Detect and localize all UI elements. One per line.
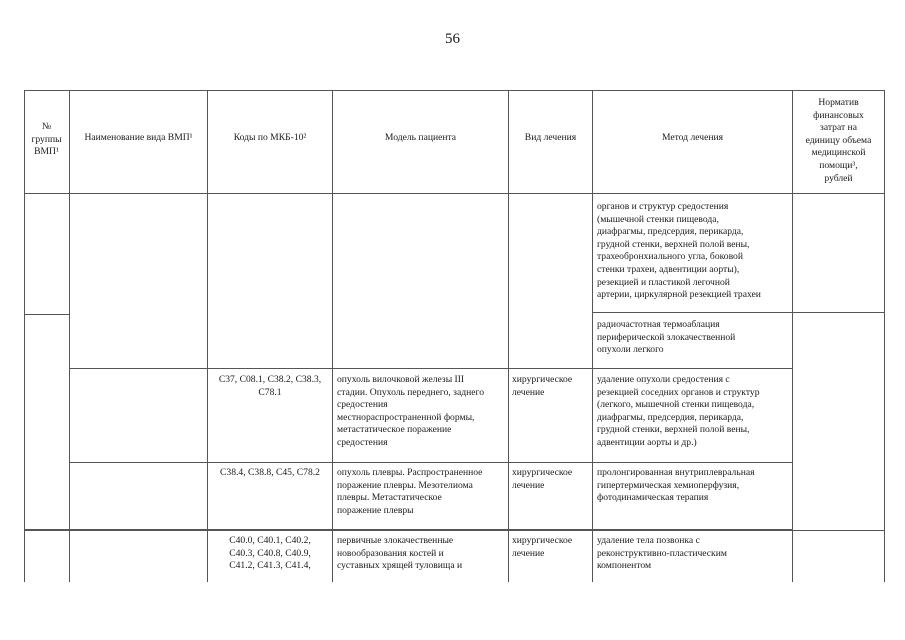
method-cell: органов и структур средостения (мышечной стенки пищевода, диафрагмы, предсердия, перикарда, грудной стенки, верхней полой вены, трахеобронхиального угла, боковой стенки трахеи, адвентиции аорты), резекцией и пластикой легочной артерии, циркулярной резекцией трахеи — [597, 201, 761, 301]
col-divider — [69, 90, 70, 582]
row-divider — [69, 462, 792, 463]
codes-cell: C40.0, C40.1, C40.2, C40.3, C40.8, C40.9, C41.2, C41.3, C41.4, — [229, 535, 311, 572]
treatment-type-cell: хирургическое лечение — [512, 535, 573, 559]
page-number: 56 — [445, 31, 460, 47]
header-group-no: № группы ВМП¹ — [31, 121, 62, 158]
method-cell: удаление тела позвонка с реконструктивно-пластическим компонентом — [597, 535, 727, 572]
treatment-type-cell: хирургическое лечение — [512, 374, 573, 398]
col-divider — [332, 90, 333, 582]
row-divider — [24, 314, 69, 315]
col-divider — [508, 90, 509, 582]
treatment-type-cell: хирургическое лечение — [512, 467, 573, 491]
row-divider — [24, 530, 885, 531]
row-divider — [592, 312, 885, 313]
table-top-border — [24, 90, 885, 91]
method-cell: радиочастотная термоаблация периферической злокачественной опухоли легкого — [597, 319, 736, 356]
col-divider — [207, 90, 208, 582]
table-right-border — [884, 90, 885, 582]
row-divider — [69, 368, 792, 369]
codes-cell: C38.4, C38.8, C45, C78.2 — [220, 467, 320, 478]
codes-cell: C37, C08.1, C38.2, C38.3, C78.1 — [218, 374, 322, 398]
header-norm: Норматив финансовых затрат на единицу объема медицинской помощи³, рублей — [805, 97, 872, 184]
method-cell: удаление опухоли средостения с резекцией соседних органов и структур (легкого, мышечной стенки пищевода, диафрагмы, предсердия, перикарда, грудной стенки, верхней полой вены, адвентиции аорты и др.) — [597, 374, 760, 448]
table-left-border — [24, 90, 25, 582]
model-cell: опухоль плевры. Распространенное поражение плевры. Мезотелиома плевры. Метастатическое поражение плевры — [337, 467, 483, 516]
header-codes: Коды по МКБ-10² — [233, 132, 307, 143]
header-method: Метод лечения — [661, 132, 724, 143]
model-cell: опухоль вилочковой железы III стадии. Опухоль переднего, заднего средостения местнораспространенной формы, метастатическое поражение средостения — [337, 374, 484, 448]
header-bottom-border — [24, 193, 885, 194]
header-model: Модель пациента — [384, 132, 457, 143]
col-divider — [592, 90, 593, 582]
model-cell: первичные злокачественные новообразования костей и суставных хрящей туловища и — [337, 535, 463, 572]
header-name: Наименование вида ВМП¹ — [84, 132, 193, 143]
method-cell: пролонгированная внутриплевральная гипертермическая хемиоперфузия, фотодинамическая терапия — [597, 467, 755, 504]
header-treatment-type: Вид лечения — [524, 132, 577, 143]
